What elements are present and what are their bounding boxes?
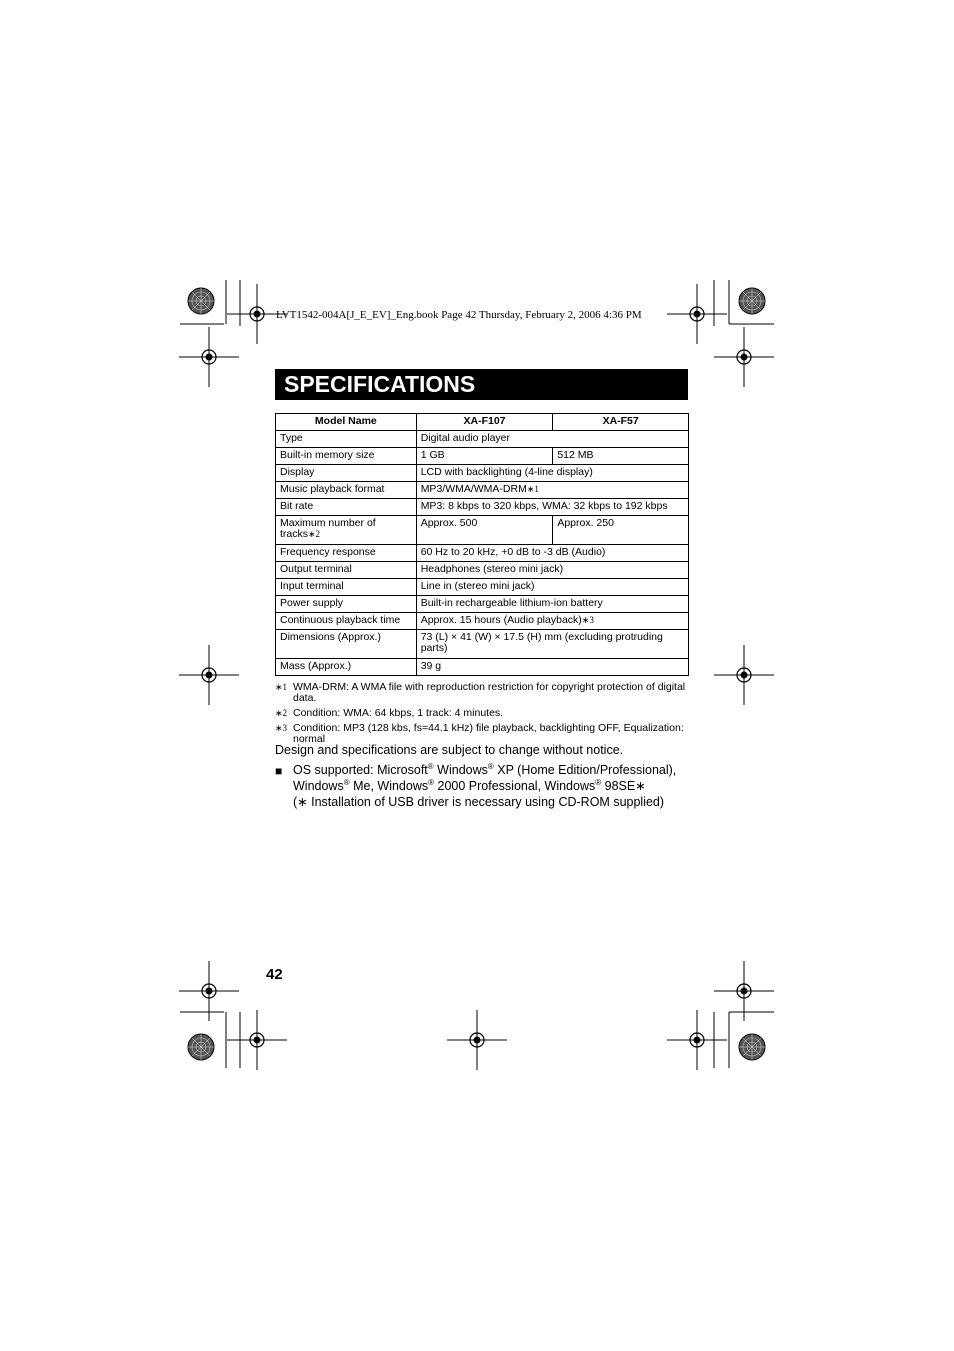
- row-value-xa-f107: 1 GB: [416, 448, 553, 465]
- row-value: Approx. 15 hours (Audio playback): [420, 614, 582, 626]
- footnote: [275, 708, 689, 719]
- crop-mark-bottom-right: [667, 961, 774, 1070]
- table-row: [276, 596, 689, 613]
- specifications-table: [275, 413, 689, 676]
- design-notice: Design and specifications are subject to change without notice.: [275, 743, 624, 757]
- row-value-cell: [416, 613, 688, 630]
- page-title: SPECIFICATIONS: [284, 371, 476, 397]
- column-header-xa-f57: XA-F57: [553, 414, 689, 431]
- os-text-part: (: [293, 795, 298, 809]
- crop-mark-mid-right: [714, 645, 774, 705]
- row-value: 60 Hz to 20 kHz, +0 dB to -3 dB (Audio): [416, 545, 688, 562]
- column-header-model-name: Model Name: [276, 414, 417, 431]
- row-label: Maximum number of tracks: [280, 517, 376, 540]
- row-value: MP3/WMA/WMA-DRM: [420, 483, 527, 495]
- table-row: [276, 431, 689, 448]
- registered-mark: ®: [428, 777, 435, 787]
- os-text-part: XP (Home Edition/Professional),: [493, 763, 677, 777]
- asterisk-mark: ∗: [635, 779, 646, 793]
- footnote-mark: ∗1: [275, 682, 288, 692]
- row-value: 39 g: [416, 659, 688, 676]
- table-row: [276, 562, 689, 579]
- footnote-mark: ∗3: [275, 723, 288, 733]
- row-value: Line in (stereo mini jack): [416, 579, 688, 596]
- footnote-text: WMA-DRM: A WMA file with reproduction restriction for copyright protection of digital data.: [293, 681, 686, 704]
- table-row: [276, 482, 689, 499]
- os-supported-text: [293, 762, 703, 810]
- table-header-row: [276, 414, 689, 431]
- os-text-part: Me, Windows: [349, 779, 429, 793]
- footnote-text: Condition: WMA: 64 kbps, 1 track: 4 minutes.: [293, 707, 504, 719]
- os-text-part: 2000 Professional, Windows: [434, 779, 596, 793]
- footnote-mark: ∗2: [275, 708, 288, 718]
- table-row: [276, 545, 689, 562]
- registered-mark: ®: [343, 777, 350, 787]
- row-value-xa-f57: 512 MB: [553, 448, 689, 465]
- footnote-text: Condition: MP3 (128 kbs, fs=44.1 kHz) file playback, backlighting OFF, Equalization: normal: [293, 722, 684, 745]
- table-row: [276, 516, 689, 545]
- footnote: [275, 682, 689, 704]
- os-text-part: OS supported: Microsoft: [293, 763, 428, 777]
- row-value: LCD with backlighting (4-line display): [416, 465, 688, 482]
- row-value: Digital audio player: [416, 431, 688, 448]
- os-text-part: Windows: [293, 779, 344, 793]
- asterisk-mark: ∗: [297, 795, 308, 809]
- row-value: MP3: 8 kbps to 320 kbps, WMA: 32 kbps to 192 kbps: [416, 499, 688, 516]
- footnote-ref: ∗2: [308, 529, 321, 539]
- row-value-cell: [416, 482, 688, 499]
- row-label-cell: [276, 516, 417, 545]
- row-value: 73 (L) × 41 (W) × 17.5 (H) mm (excluding protruding parts): [416, 630, 688, 659]
- row-label: Mass (Approx.): [276, 659, 417, 676]
- registered-mark: ®: [595, 777, 602, 787]
- table-row: [276, 630, 689, 659]
- row-label: Music playback format: [276, 482, 417, 499]
- row-label: Dimensions (Approx.): [276, 630, 417, 659]
- row-label: Bit rate: [276, 499, 417, 516]
- row-label: Built-in memory size: [276, 448, 417, 465]
- footnote: [275, 723, 689, 745]
- row-label: Continuous playback time: [276, 613, 417, 630]
- footnote-ref: ∗3: [581, 615, 594, 625]
- registered-mark: ®: [427, 761, 434, 771]
- table-row: [276, 659, 689, 676]
- file-info-header: LVT1542-004A[J_E_EV]_Eng.book Page 42 Thursday, February 2, 2006 4:36 PM: [276, 309, 642, 321]
- crop-mark-mid-left: [179, 645, 239, 705]
- row-value: Headphones (stereo mini jack): [416, 562, 688, 579]
- os-text-part: Windows: [433, 763, 488, 777]
- row-label: Power supply: [276, 596, 417, 613]
- row-label: Output terminal: [276, 562, 417, 579]
- square-bullet-icon: ■: [275, 764, 283, 778]
- row-value-xa-f107: Approx. 500: [416, 516, 553, 545]
- row-label: Input terminal: [276, 579, 417, 596]
- page-number: 42: [266, 966, 283, 983]
- row-value: Built-in rechargeable lithium-ion battery: [416, 596, 688, 613]
- footnote-ref: ∗1: [526, 484, 539, 494]
- column-header-xa-f107: XA-F107: [416, 414, 553, 431]
- table-row: [276, 448, 689, 465]
- table-row: [276, 613, 689, 630]
- row-label: Type: [276, 431, 417, 448]
- os-text-part: Installation of USB driver is necessary using CD-ROM supplied): [307, 795, 665, 809]
- row-value-xa-f57: Approx. 250: [553, 516, 689, 545]
- row-label: Frequency response: [276, 545, 417, 562]
- table-row: [276, 499, 689, 516]
- os-text-part: 98SE: [601, 779, 636, 793]
- footnotes: [275, 682, 689, 749]
- title-bar: [275, 369, 688, 400]
- registered-mark: ®: [487, 761, 494, 771]
- table-row: [276, 465, 689, 482]
- table-row: [276, 579, 689, 596]
- crop-mark-bottom-center: [447, 1010, 507, 1070]
- crop-mark-top-left: [179, 280, 287, 387]
- row-label: Display: [276, 465, 417, 482]
